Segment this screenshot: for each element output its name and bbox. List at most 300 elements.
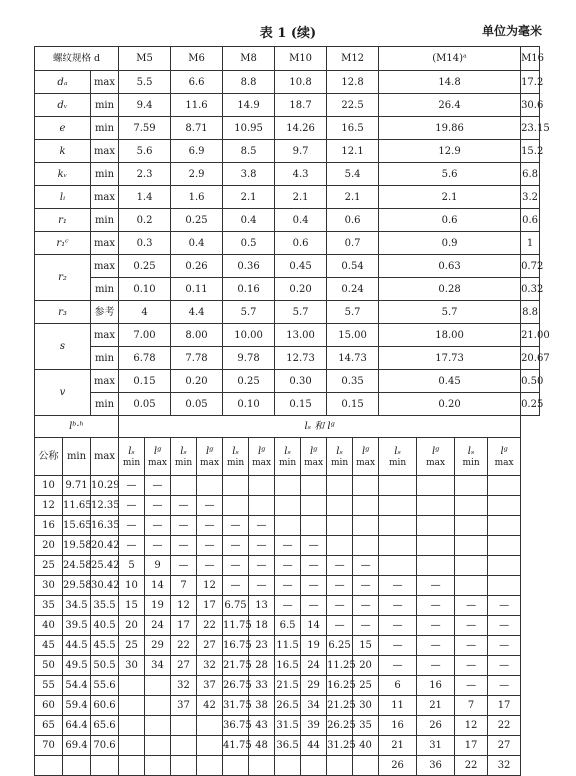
table-row xyxy=(35,476,540,496)
value-cell: 2.1 xyxy=(379,186,521,209)
max-cell: 10.29 xyxy=(91,476,119,496)
nominal-cell: 16 xyxy=(35,516,63,536)
length-cell: 14 xyxy=(301,616,327,636)
nominal-cell: 40 xyxy=(35,616,63,636)
ls-lg-label: lₛ 和 lᵍ xyxy=(119,416,521,438)
sub-header-qualifier: min xyxy=(462,457,480,468)
length-cell xyxy=(353,476,379,496)
length-cell: 22 xyxy=(171,636,197,656)
length-cell: 11.75 xyxy=(223,616,249,636)
table-title: 表 1 (续) xyxy=(259,26,317,41)
qualifier-cell: min xyxy=(91,278,119,301)
length-cell: — xyxy=(197,536,223,556)
length-cell: — xyxy=(275,596,301,616)
sub-header-symbol: lᵍ xyxy=(431,445,440,457)
length-cell xyxy=(455,576,488,596)
value-cell: 14.26 xyxy=(275,117,327,140)
sub-header-qualifier: max xyxy=(148,457,168,468)
value-cell: 2.1 xyxy=(223,186,275,209)
min-cell: 54.4 xyxy=(63,676,91,696)
value-cell: 0.15 xyxy=(119,370,171,393)
length-cell: — xyxy=(171,536,197,556)
sub-header-symbol: lₛ xyxy=(232,445,239,457)
symbol-cell: dᵥ xyxy=(35,94,91,117)
min-cell: 64.4 xyxy=(63,716,91,736)
length-cell: 10 xyxy=(119,576,145,596)
size-header: M10 xyxy=(275,47,327,71)
max-cell: 70.6 xyxy=(91,736,119,756)
size-header: M12 xyxy=(327,47,379,71)
length-cell: — xyxy=(145,516,171,536)
length-cell: 6.5 xyxy=(275,616,301,636)
length-cell xyxy=(488,516,521,536)
length-cell xyxy=(327,476,353,496)
length-cell: 21.75 xyxy=(223,656,249,676)
nominal-cell: 50 xyxy=(35,656,63,676)
length-cell: — xyxy=(327,596,353,616)
length-cell: 20 xyxy=(119,616,145,636)
value-cell: 23.15 xyxy=(521,117,540,140)
value-cell: 15.00 xyxy=(327,324,379,347)
value-cell: 15.2 xyxy=(521,140,540,163)
table-row xyxy=(35,576,540,596)
table-row xyxy=(35,756,540,776)
length-cell: 11 xyxy=(379,696,417,716)
value-cell: 0.6 xyxy=(379,209,521,232)
length-cell: 33 xyxy=(249,676,275,696)
sub-header-cell xyxy=(223,438,249,476)
length-cell xyxy=(327,756,353,776)
min-cell: 29.58 xyxy=(63,576,91,596)
length-cell: 32 xyxy=(488,756,521,776)
length-cell: 26 xyxy=(417,716,455,736)
length-cell xyxy=(223,476,249,496)
qualifier-cell: min xyxy=(91,347,119,370)
length-cell: — xyxy=(379,616,417,636)
length-cell: — xyxy=(171,496,197,516)
value-cell: 0.32 xyxy=(521,278,540,301)
qualifier-cell: min xyxy=(91,117,119,140)
value-cell: 0.4 xyxy=(275,209,327,232)
length-cell: 15 xyxy=(119,596,145,616)
length-cell: — xyxy=(455,676,488,696)
value-cell: 18.00 xyxy=(379,324,521,347)
nominal-cell: 55 xyxy=(35,676,63,696)
value-cell: 8.71 xyxy=(171,117,223,140)
sub-header-qualifier: max xyxy=(200,457,220,468)
size-header: M6 xyxy=(171,47,223,71)
value-cell: 0.25 xyxy=(119,255,171,278)
value-cell: 0.16 xyxy=(223,278,275,301)
sub-header-qualifier: max xyxy=(252,457,272,468)
value-cell: 0.6 xyxy=(327,209,379,232)
length-cell: 27 xyxy=(488,736,521,756)
sub-header-symbol: lₛ xyxy=(284,445,291,457)
value-cell: 0.20 xyxy=(275,278,327,301)
table-row xyxy=(35,736,540,756)
length-cell: 26.75 xyxy=(223,676,249,696)
symbol-cell: kᵥ xyxy=(35,163,91,186)
length-cell: 41.75 xyxy=(223,736,249,756)
min-cell: 11.65 xyxy=(63,496,91,516)
qualifier-cell: max xyxy=(91,370,119,393)
qualifier-cell: max xyxy=(91,186,119,209)
value-cell: 7.59 xyxy=(119,117,171,140)
length-cell xyxy=(197,716,223,736)
value-cell: 18.7 xyxy=(275,94,327,117)
length-cell: 37 xyxy=(197,676,223,696)
length-cell: — xyxy=(417,616,455,636)
table-row xyxy=(35,496,540,516)
length-cell: — xyxy=(327,576,353,596)
length-cell xyxy=(327,536,353,556)
value-cell: 0.50 xyxy=(521,370,540,393)
length-cell xyxy=(145,696,171,716)
length-cell xyxy=(119,756,145,776)
sub-header-cell xyxy=(353,438,379,476)
length-cell xyxy=(275,516,301,536)
sub-header-cell xyxy=(488,438,521,476)
value-cell: 0.6 xyxy=(521,209,540,232)
length-cell xyxy=(417,496,455,516)
spec-table xyxy=(34,46,550,776)
table-row xyxy=(35,163,540,186)
length-cell xyxy=(353,756,379,776)
nominal-cell: 25 xyxy=(35,556,63,576)
length-cell xyxy=(455,556,488,576)
min-cell: 44.5 xyxy=(63,636,91,656)
length-cell: 7 xyxy=(455,696,488,716)
symbol-cell: s xyxy=(35,324,91,370)
length-cell: 34 xyxy=(301,696,327,716)
length-cell: 19 xyxy=(145,596,171,616)
length-cell xyxy=(379,556,417,576)
value-cell: 0.6 xyxy=(275,232,327,255)
length-cell: 31.75 xyxy=(223,696,249,716)
max-header: max xyxy=(91,438,119,476)
length-cell: — xyxy=(171,556,197,576)
length-cell: — xyxy=(249,556,275,576)
length-cell: 17 xyxy=(171,616,197,636)
length-cell: 48 xyxy=(249,736,275,756)
length-cell: — xyxy=(223,576,249,596)
length-cell: — xyxy=(379,596,417,616)
length-cell: 6.75 xyxy=(223,596,249,616)
length-cell: 32 xyxy=(197,656,223,676)
value-cell: 0.54 xyxy=(327,255,379,278)
nominal-cell: 12 xyxy=(35,496,63,516)
value-cell: 0.10 xyxy=(119,278,171,301)
sub-header-symbol: lₛ xyxy=(394,445,401,457)
value-cell: 26.4 xyxy=(379,94,521,117)
length-cell: 17 xyxy=(455,736,488,756)
length-cell: — xyxy=(145,536,171,556)
length-cell xyxy=(275,496,301,516)
max-cell: 16.35 xyxy=(91,516,119,536)
min-cell: 15.65 xyxy=(63,516,91,536)
length-cell xyxy=(455,516,488,536)
length-cell: — xyxy=(197,556,223,576)
value-cell: 3.2 xyxy=(521,186,540,209)
length-cell xyxy=(455,536,488,556)
qualifier-cell: min xyxy=(91,163,119,186)
table-row xyxy=(35,71,540,94)
symbol-cell: dₐ xyxy=(35,71,91,94)
length-cell: 24 xyxy=(301,656,327,676)
value-cell: 17.2 xyxy=(521,71,540,94)
length-cell xyxy=(171,476,197,496)
min-cell: 24.58 xyxy=(63,556,91,576)
length-cell: — xyxy=(275,576,301,596)
sub-header-symbol: lᵍ xyxy=(500,445,508,457)
length-cell: 19 xyxy=(301,636,327,656)
value-cell: 0.20 xyxy=(171,370,223,393)
length-cell: 21.25 xyxy=(327,696,353,716)
value-cell: 5.5 xyxy=(119,71,171,94)
length-cell xyxy=(417,516,455,536)
length-cell xyxy=(301,476,327,496)
length-cell: — xyxy=(119,476,145,496)
length-cell: 22 xyxy=(488,716,521,736)
length-cell xyxy=(455,476,488,496)
length-cell: 21 xyxy=(379,736,417,756)
length-cell: — xyxy=(379,656,417,676)
value-cell: 14.8 xyxy=(379,71,521,94)
value-cell: 30.6 xyxy=(521,94,540,117)
value-cell: 19.86 xyxy=(379,117,521,140)
qualifier-cell: min xyxy=(91,209,119,232)
length-cell xyxy=(119,696,145,716)
value-cell: 17.73 xyxy=(379,347,521,370)
sub-header-symbol: lᵍ xyxy=(257,445,266,457)
sub-header-cell xyxy=(119,438,145,476)
value-cell: 12.9 xyxy=(379,140,521,163)
length-cell xyxy=(488,496,521,516)
value-cell: 2.1 xyxy=(275,186,327,209)
length-cell xyxy=(417,556,455,576)
length-cell: 9 xyxy=(145,556,171,576)
length-cell xyxy=(488,556,521,576)
length-cell: — xyxy=(379,576,417,596)
table-row xyxy=(35,255,540,278)
length-cell xyxy=(327,516,353,536)
length-cell xyxy=(327,496,353,516)
value-cell: 8.5 xyxy=(223,140,275,163)
length-cell: — xyxy=(119,536,145,556)
table-row xyxy=(35,370,540,393)
nominal-cell: 60 xyxy=(35,696,63,716)
nominal-cell: 65 xyxy=(35,716,63,736)
length-cell xyxy=(379,496,417,516)
table-row xyxy=(35,140,540,163)
value-cell: 0.9 xyxy=(379,232,521,255)
length-cell: — xyxy=(301,576,327,596)
length-cell xyxy=(119,676,145,696)
length-cell: 29 xyxy=(301,676,327,696)
length-cell xyxy=(301,516,327,536)
value-cell: 4 xyxy=(119,301,171,324)
value-cell: 4.4 xyxy=(171,301,223,324)
length-cell: 24 xyxy=(145,616,171,636)
qualifier-cell: max xyxy=(91,232,119,255)
length-cell: — xyxy=(455,616,488,636)
length-cell xyxy=(145,716,171,736)
length-cell xyxy=(353,496,379,516)
length-cell: 36.5 xyxy=(275,736,301,756)
sub-header-symbol: lₛ xyxy=(180,445,187,457)
max-cell: 50.5 xyxy=(91,656,119,676)
value-cell: 5.7 xyxy=(379,301,521,324)
length-cell xyxy=(223,756,249,776)
length-cell: — xyxy=(119,516,145,536)
value-cell: 0.30 xyxy=(275,370,327,393)
length-cell: 17 xyxy=(197,596,223,616)
length-cell: 30 xyxy=(353,696,379,716)
length-cell: 39 xyxy=(301,716,327,736)
spec-label: 螺纹规格 d xyxy=(35,47,119,71)
length-cell: 29 xyxy=(145,636,171,656)
value-cell: 0.10 xyxy=(223,393,275,416)
value-cell: 0.4 xyxy=(223,209,275,232)
value-cell: 7.00 xyxy=(119,324,171,347)
length-cell: 16.5 xyxy=(275,656,301,676)
length-cell: — xyxy=(488,616,521,636)
value-cell: 0.36 xyxy=(223,255,275,278)
length-cell: 26.5 xyxy=(275,696,301,716)
value-cell: 0.20 xyxy=(379,393,521,416)
length-cell: — xyxy=(353,616,379,636)
length-cell: — xyxy=(353,556,379,576)
table-row xyxy=(35,209,540,232)
min-cell: 34.5 xyxy=(63,596,91,616)
table-row xyxy=(35,656,540,676)
value-cell: 5.7 xyxy=(275,301,327,324)
length-cell: 21.5 xyxy=(275,676,301,696)
length-cell: — xyxy=(171,516,197,536)
value-cell: 10.95 xyxy=(223,117,275,140)
length-cell: 6 xyxy=(379,676,417,696)
qualifier-cell: min xyxy=(91,393,119,416)
length-cell: — xyxy=(145,476,171,496)
symbol-cell: r₁ xyxy=(35,209,91,232)
length-cell: 17 xyxy=(488,696,521,716)
length-cell: — xyxy=(223,556,249,576)
sub-header-symbol: lᵍ xyxy=(205,445,214,457)
length-cell: 27 xyxy=(171,656,197,676)
length-cell: 11.25 xyxy=(327,656,353,676)
length-cell: 13 xyxy=(249,596,275,616)
table-row xyxy=(35,416,540,438)
length-cell: — xyxy=(417,656,455,676)
value-cell: 0.4 xyxy=(171,232,223,255)
table-row xyxy=(35,117,540,140)
value-cell: 5.6 xyxy=(119,140,171,163)
value-cell: 6.9 xyxy=(171,140,223,163)
sub-header-symbol: lₛ xyxy=(467,445,475,457)
value-cell: 1 xyxy=(521,232,540,255)
value-cell: 8.8 xyxy=(521,301,540,324)
length-cell xyxy=(197,756,223,776)
max-cell: 55.6 xyxy=(91,676,119,696)
max-cell: 20.42 xyxy=(91,536,119,556)
value-cell: 0.63 xyxy=(379,255,521,278)
value-cell: 1.4 xyxy=(119,186,171,209)
length-cell xyxy=(488,576,521,596)
sub-header-qualifier: max xyxy=(304,457,324,468)
length-cell: 25 xyxy=(353,676,379,696)
sub-header-cell xyxy=(301,438,327,476)
length-cell: 7 xyxy=(171,576,197,596)
value-cell: 0.05 xyxy=(171,393,223,416)
length-cell: 26 xyxy=(379,756,417,776)
length-cell: — xyxy=(223,536,249,556)
value-cell: 7.78 xyxy=(171,347,223,370)
qualifier-cell: max xyxy=(91,140,119,163)
length-cell: 43 xyxy=(249,716,275,736)
sub-header-qualifier: min xyxy=(330,457,349,468)
nominal-cell: 30 xyxy=(35,576,63,596)
value-cell: 2.9 xyxy=(171,163,223,186)
sub-header-cell xyxy=(327,438,353,476)
max-cell: 60.6 xyxy=(91,696,119,716)
length-cell: — xyxy=(275,556,301,576)
value-cell: 0.25 xyxy=(521,393,540,416)
value-cell: 0.25 xyxy=(223,370,275,393)
length-cell xyxy=(171,756,197,776)
value-cell: 0.24 xyxy=(327,278,379,301)
length-cell xyxy=(353,516,379,536)
length-cell xyxy=(197,476,223,496)
length-cell: — xyxy=(455,656,488,676)
value-cell: 9.4 xyxy=(119,94,171,117)
sub-header-qualifier: max xyxy=(494,457,514,468)
max-cell: 40.5 xyxy=(91,616,119,636)
length-cell: 28 xyxy=(249,656,275,676)
value-cell: 14.73 xyxy=(327,347,379,370)
nominal-header: 公称 xyxy=(35,438,63,476)
length-cell: 31 xyxy=(417,736,455,756)
length-cell: — xyxy=(417,636,455,656)
symbol-cell: v xyxy=(35,370,91,416)
sub-header-qualifier: min xyxy=(174,457,193,468)
length-cell: — xyxy=(223,516,249,536)
value-cell: 0.15 xyxy=(327,393,379,416)
value-cell: 0.3 xyxy=(119,232,171,255)
symbol-cell: lᵢ xyxy=(35,186,91,209)
length-cell: — xyxy=(275,536,301,556)
length-cell: — xyxy=(353,596,379,616)
length-cell: — xyxy=(353,576,379,596)
symbol-cell: e xyxy=(35,117,91,140)
value-cell: 0.7 xyxy=(327,232,379,255)
length-cell xyxy=(301,496,327,516)
min-cell: 69.4 xyxy=(63,736,91,756)
value-cell: 0.2 xyxy=(119,209,171,232)
length-cell: — xyxy=(417,596,455,616)
length-cell xyxy=(249,756,275,776)
value-cell: 3.8 xyxy=(223,163,275,186)
length-cell xyxy=(417,476,455,496)
value-cell: 16.5 xyxy=(327,117,379,140)
value-cell: 22.5 xyxy=(327,94,379,117)
table-row xyxy=(35,278,540,301)
table-row xyxy=(35,47,540,71)
qualifier-cell: max xyxy=(91,324,119,347)
length-cell: 34 xyxy=(145,656,171,676)
qualifier-cell: max xyxy=(91,71,119,94)
min-cell: 9.71 xyxy=(63,476,91,496)
value-cell: 2.1 xyxy=(327,186,379,209)
